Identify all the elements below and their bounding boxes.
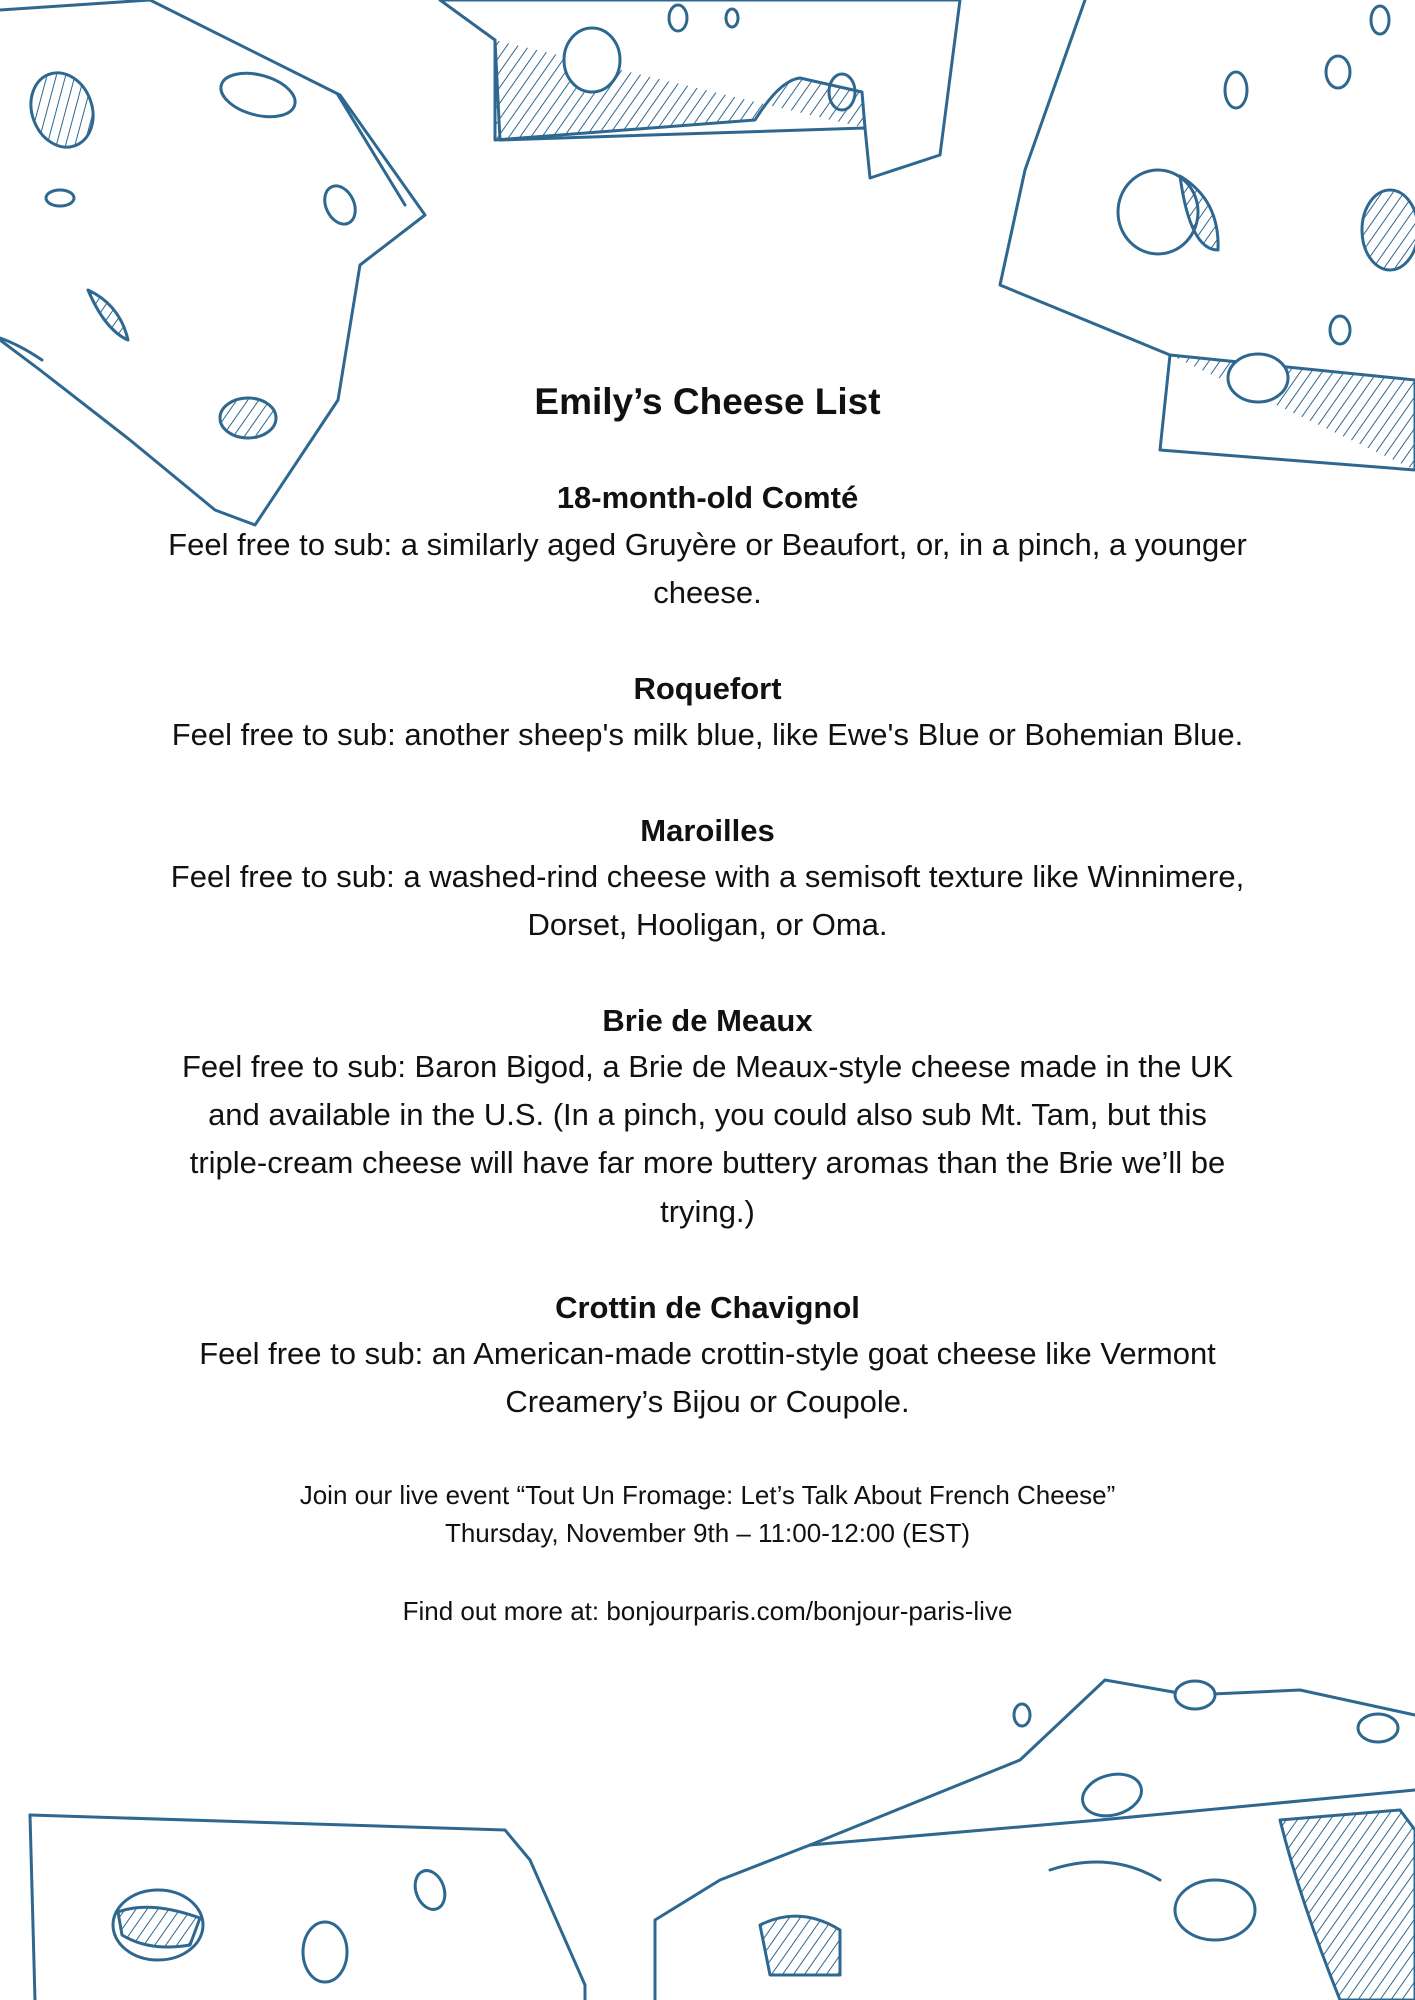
cheese-item [120, 670, 1295, 759]
cheese-substitute: Feel free to sub: a similarly aged Gruyère or Beaufort, or, in a pinch, a younger cheese. [168, 526, 1247, 610]
cheese-name: 18-month-old Comté [556, 480, 859, 516]
event-title: Join our live event “Tout Un Fromage: Let’s Talk About French Cheese” [299, 1479, 1116, 1510]
cheese-substitute: Feel free to sub: Baron Bigod, a Brie de Meaux-style cheese made in the UK and available in the U.S. (In a pinch, you could also sub Mt. Tam, but this triple-cream cheese will have far more buttery aromas than the Brie we’ll be trying.) [181, 1049, 1234, 1229]
cheese-substitute: Feel free to sub: an American-made crottin-style goat cheese like Vermont Creamery’s Bijou or Coupole. [199, 1335, 1216, 1419]
cheese-name: Roquefort [633, 670, 782, 706]
cheese-wedge-bottom-right [655, 1680, 1415, 2000]
event-date: Thursday, November 9th – 11:00-12:00 (EST) [444, 1518, 971, 1549]
cheese-name: Crottin de Chavignol [555, 1289, 860, 1325]
cheese-wedge-top-center [440, 0, 960, 178]
cheese-substitute: Feel free to sub: a washed-rind cheese with a semisoft texture like Winnimere, Dorset, Hooligan, or Oma. [170, 859, 1245, 943]
cheese-item [120, 1289, 1295, 1426]
cheese-item [120, 1002, 1295, 1235]
cheese-list [120, 380, 1295, 1629]
event-info [120, 1476, 1295, 1553]
cheese-item [120, 812, 1295, 949]
page-title: Emily’s Cheese List [534, 381, 881, 422]
cheese-name: Maroilles [640, 812, 775, 848]
cheese-substitute: Feel free to sub: another sheep's milk blue, like Ewe's Blue or Bohemian Blue. [171, 716, 1244, 752]
cheese-wedge-bottom-left [30, 1815, 585, 2000]
cheese-item [120, 479, 1295, 616]
cheese-name: Brie de Meaux [602, 1003, 813, 1039]
more-info-link[interactable]: Find out more at: bonjourparis.com/bonjour-paris-live [402, 1595, 1013, 1626]
